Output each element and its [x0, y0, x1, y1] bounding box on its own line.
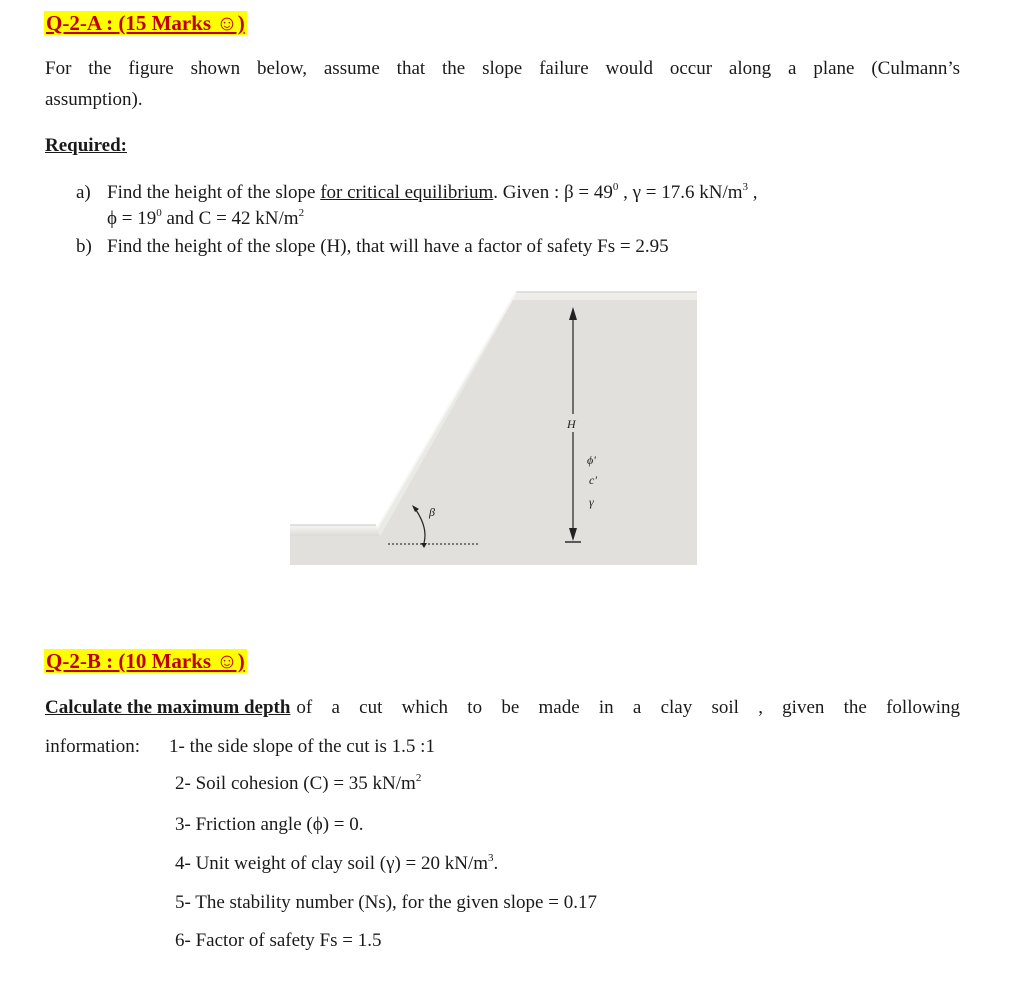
item-a-given: . Given : β = 49 — [493, 182, 613, 203]
item-a-gamma: , γ = 17.6 kN/m — [618, 182, 743, 203]
item-a-c: and C = 42 kN/m — [161, 208, 299, 229]
gamma-label: γ — [589, 495, 594, 509]
item-a-beta-exp: 0 — [612, 181, 619, 193]
q2b-item-3: 3- Friction angle (ϕ) = 0. — [175, 814, 364, 835]
q2b-intro — [45, 697, 960, 719]
q2b-item-5: 5- The stability number (Ns), for the given slope = 0.17 — [175, 892, 597, 913]
item-a-underlined: for critical equilibrium — [320, 182, 494, 203]
toe-ground — [290, 525, 380, 536]
q2a-intro-line1: For the figure shown below, assume that the slope failure would occur along a plane (Culmann’s — [45, 58, 960, 79]
c-label: c' — [589, 473, 597, 487]
item-b-text: Find the height of the slope (H), that will have a factor of safety Fs = 2.95 — [107, 236, 669, 257]
q2b-item-6: 6- Factor of safety Fs = 1.5 — [175, 930, 382, 951]
item-a-prefix: Find the height of the slope — [107, 182, 321, 203]
h-label: H — [567, 417, 576, 431]
q2b-item-2: 2- Soil cohesion (C) = 35 $kN/m^2$ — [175, 772, 422, 794]
item-a-gamma-exp: 3 — [742, 181, 749, 193]
item-a-tail: , — [748, 182, 758, 203]
q2b-item-4: 4- Unit weight of clay soil (γ) = 20 $kN/m^3$. — [175, 852, 499, 874]
item-a-phi-exp: 0 — [156, 207, 162, 219]
q2b-intro-bold: Calculate the maximum depth — [45, 697, 291, 718]
q2b-item-1: 1- the side slope of the cut is 1.5 :1 — [169, 736, 435, 757]
item-a-phi: ϕ = 19 — [107, 208, 157, 229]
item-a-c-exp: 2 — [298, 207, 305, 219]
q2b-heading: Q-2-B : (10 Marks ☺) — [46, 649, 245, 673]
item-b-marker: b) — [76, 236, 92, 257]
phi-label: ϕ' — [587, 453, 596, 467]
item-a-marker: a) — [76, 182, 91, 203]
q2b-info-label: information: — [45, 736, 140, 757]
q2a-heading: Q-2-A : (15 Marks ☺) — [46, 11, 245, 35]
q2a-intro-line2: assumption). — [45, 89, 143, 110]
beta-label: β — [429, 505, 435, 519]
required-label: Required: — [45, 135, 127, 156]
crest-surface — [513, 292, 697, 300]
q2b-intro-rest: of a cut which to be made in a clay soil , given the following — [296, 697, 960, 718]
